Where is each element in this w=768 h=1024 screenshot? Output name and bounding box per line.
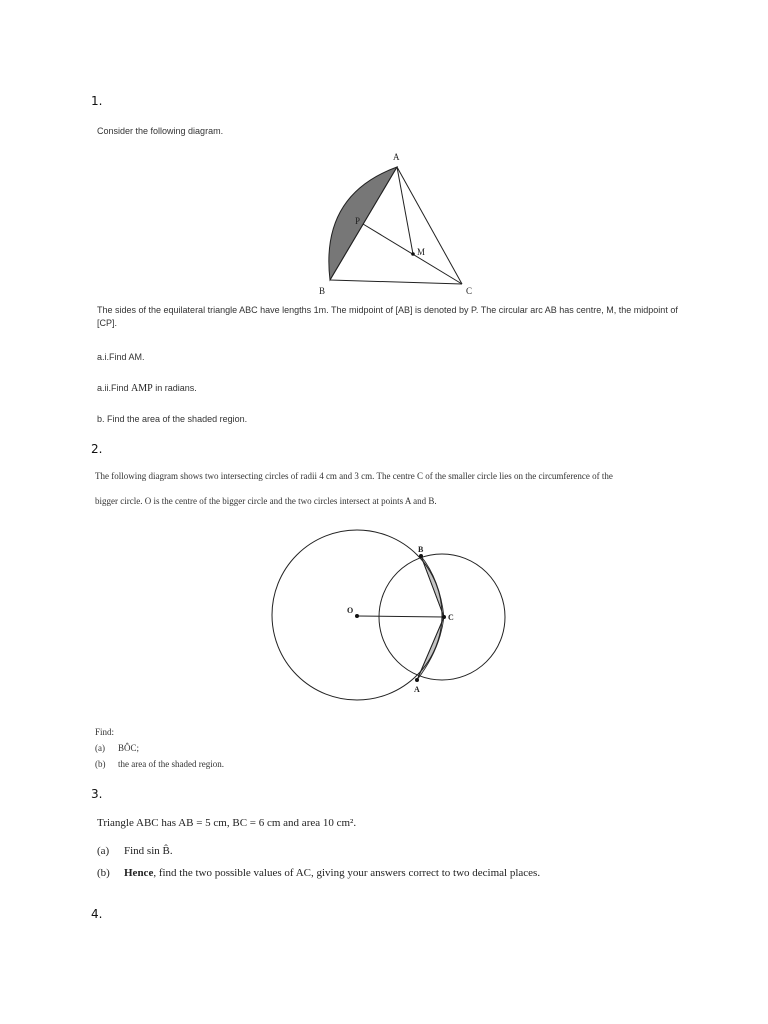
- q1-intro: Consider the following diagram.: [97, 126, 224, 136]
- q2-part-a-text: BÔC;: [118, 743, 140, 753]
- q1-label-a: A: [393, 152, 400, 162]
- q2-segment-ac: [417, 617, 444, 680]
- q3-part-b: [124, 867, 540, 879]
- q1-part-aii-angle: AMP: [131, 383, 153, 394]
- q1-part-ai: a.i.Find AM.: [97, 352, 145, 362]
- q3-part-b-bold: Hence: [124, 867, 154, 879]
- q1-part-aii-suffix: in radians.: [152, 383, 197, 393]
- q2-point-c: [442, 615, 446, 619]
- question-number-1: 1.: [91, 94, 103, 108]
- q3-part-a-text: Find sin B̂.: [124, 845, 173, 857]
- q1-part-aii-prefix: a.ii.Find: [97, 383, 132, 393]
- q2-label-b: B: [418, 545, 424, 554]
- q2-point-a: [415, 678, 419, 682]
- q3-part-a-label: (a): [97, 845, 110, 857]
- q2-find: Find:: [95, 727, 115, 737]
- q2-segment-oc: [357, 616, 444, 617]
- q1-part-b: b. Find the area of the shaded region.: [97, 414, 248, 424]
- question-number-2: 2.: [91, 442, 103, 456]
- question-number-4: 4.: [91, 907, 103, 921]
- q1-text-line1: The sides of the equilateral triangle ABC have lengths 1m. The midpoint of [AB] is denoted by P. The circular arc AB has centre, M, the midpoint of: [97, 305, 678, 315]
- q2-text-line2: bigger circle. O is the centre of the bigger circle and the two circles intersect at points A and B.: [95, 496, 437, 506]
- q2-label-o: O: [347, 606, 354, 615]
- q1-label-b: B: [319, 286, 326, 296]
- q1-label-c: C: [466, 286, 473, 296]
- q1-label-m: M: [417, 247, 426, 257]
- q3-part-b-text: , find the two possible values of AC, giving your answers correct to two decimal places.: [153, 867, 541, 879]
- q2-label-c: C: [448, 613, 454, 622]
- q2-label-a: A: [414, 685, 420, 694]
- q1-label-p: P: [355, 216, 361, 226]
- q3-statement: Triangle ABC has AB = 5 cm, BC = 6 cm and area 10 cm².: [97, 817, 357, 829]
- q2-part-a-label: (a): [95, 743, 105, 753]
- q2-part-b-text: the area of the shaded region.: [118, 759, 224, 769]
- q2-point-o: [355, 614, 359, 618]
- q2-point-b: [419, 554, 423, 558]
- q3-part-b-label: (b): [97, 867, 110, 879]
- q2-part-b-label: (b): [95, 759, 106, 769]
- q2-segment-bc: [421, 556, 444, 617]
- question-number-3: 3.: [91, 787, 103, 801]
- q2-text-line1: The following diagram shows two intersecting circles of radii 4 cm and 3 cm. The centre C of the smaller circle lies on the circumference of the: [95, 471, 613, 481]
- q1-text-line2: [CP].: [97, 318, 118, 328]
